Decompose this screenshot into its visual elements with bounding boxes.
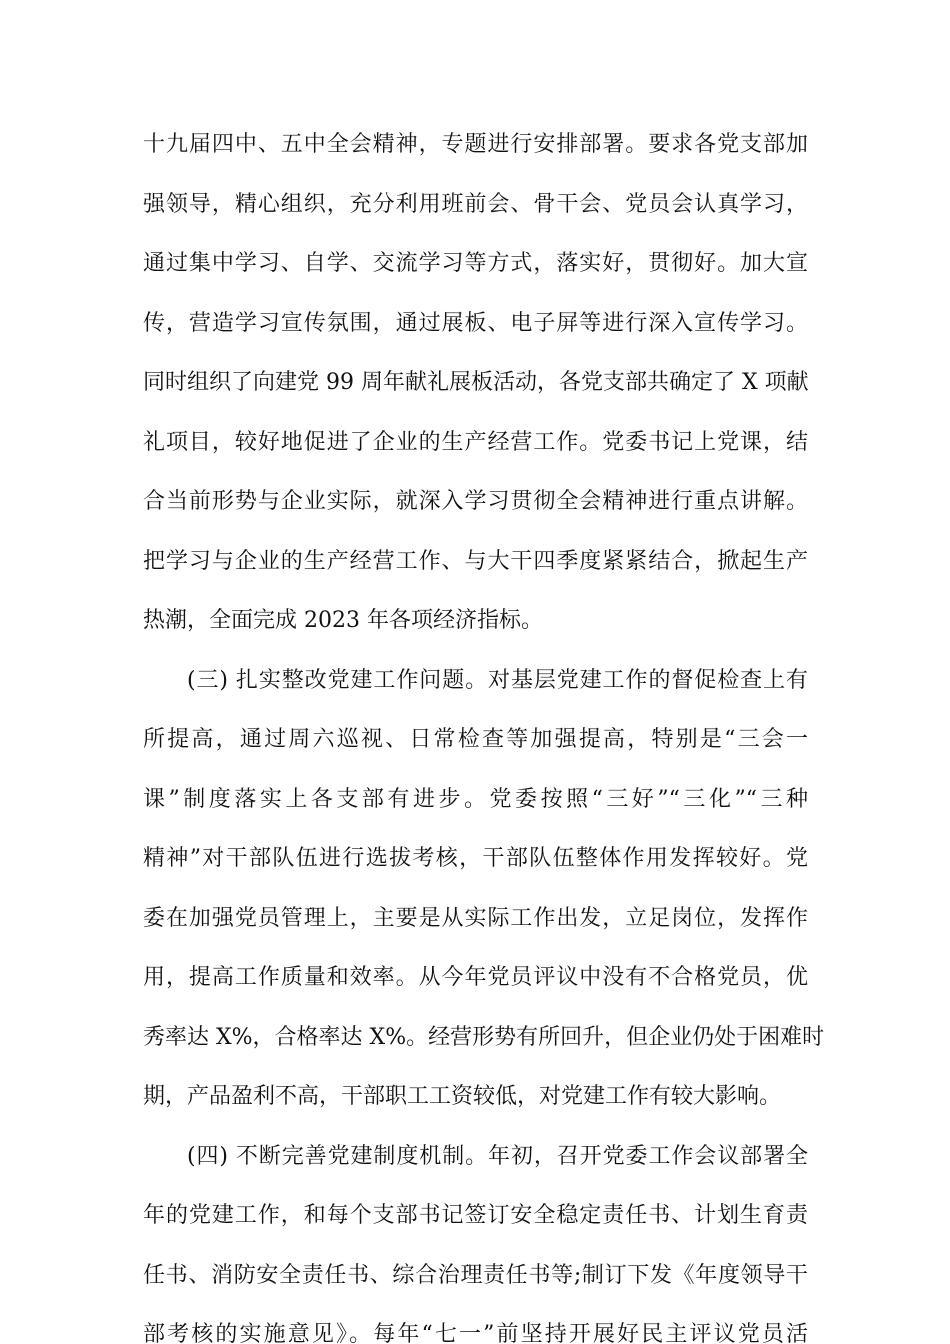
- body-text-line: 合当前形势与企业实际，就深入学习贯彻全会精神进行重点讲解。: [143, 489, 808, 514]
- body-text-line: 委在加强党员管理上，主要是从实际工作出发，立足岗位，发挥作: [143, 906, 808, 931]
- body-text-line: 精神”对干部队伍进行选拔考核，干部队伍整体作用发挥较好。党: [143, 846, 808, 871]
- section-heading-line: (四) 不断完善党建制度机制。年初，召开党委工作会议部署全: [187, 1144, 808, 1169]
- section-heading-line: (三) 扎实整改党建工作问题。对基层党建工作的督促检查上有: [187, 668, 808, 693]
- body-text-line: 把学习与企业的生产经营工作、与大干四季度紧紧结合，掀起生产: [143, 549, 808, 574]
- body-text-line: 年的党建工作，和每个支部书记签订安全稳定责任书、计划生育责: [143, 1203, 808, 1228]
- body-text-line: 课”制度落实上各支部有进步。党委按照“三好”“三化”“三种: [143, 787, 808, 812]
- body-text-line: 秀率达 X%，合格率达 X%。经营形势有所回升，但企业仍处于困难时: [143, 1025, 825, 1050]
- body-text-line: 期，产品盈利不高，干部职工工资较低，对党建工作有较大影响。: [143, 1084, 782, 1109]
- body-text-line: 任书、消防安全责任书、综合治理责任书等;制订下发《年度领导干: [143, 1263, 808, 1288]
- body-text-line: 礼项目，较好地促进了企业的生产经营工作。党委书记上党课，结: [143, 430, 808, 455]
- body-text-line: 所提高，通过周六巡视、日常检查等加强提高，特别是“三会一: [143, 727, 808, 752]
- body-text-line: 强领导，精心组织，充分利用班前会、骨干会、党员会认真学习，: [143, 192, 808, 217]
- body-text-line: 部考核的实施意见》。每年“七一”前坚持开展好民主评议党员活: [143, 1322, 808, 1344]
- body-text-line: 通过集中学习、自学、交流学习等方式，落实好，贯彻好。加大宣: [143, 251, 808, 276]
- body-text-line: 十九届四中、五中全会精神，专题进行安排部署。要求各党支部加: [143, 132, 808, 157]
- body-text-line: 热潮，全面完成 2023 年各项经济指标。: [143, 608, 543, 633]
- body-text-line: 用，提高工作质量和效率。从今年党员评议中没有不合格党员，优: [143, 965, 808, 990]
- body-text-line: 同时组织了向建党 99 周年献礼展板活动，各党支部共确定了 X 项献: [143, 370, 809, 395]
- body-text-line: 传，营造学习宣传氛围，通过展板、电子屏等进行深入宣传学习。: [143, 311, 808, 336]
